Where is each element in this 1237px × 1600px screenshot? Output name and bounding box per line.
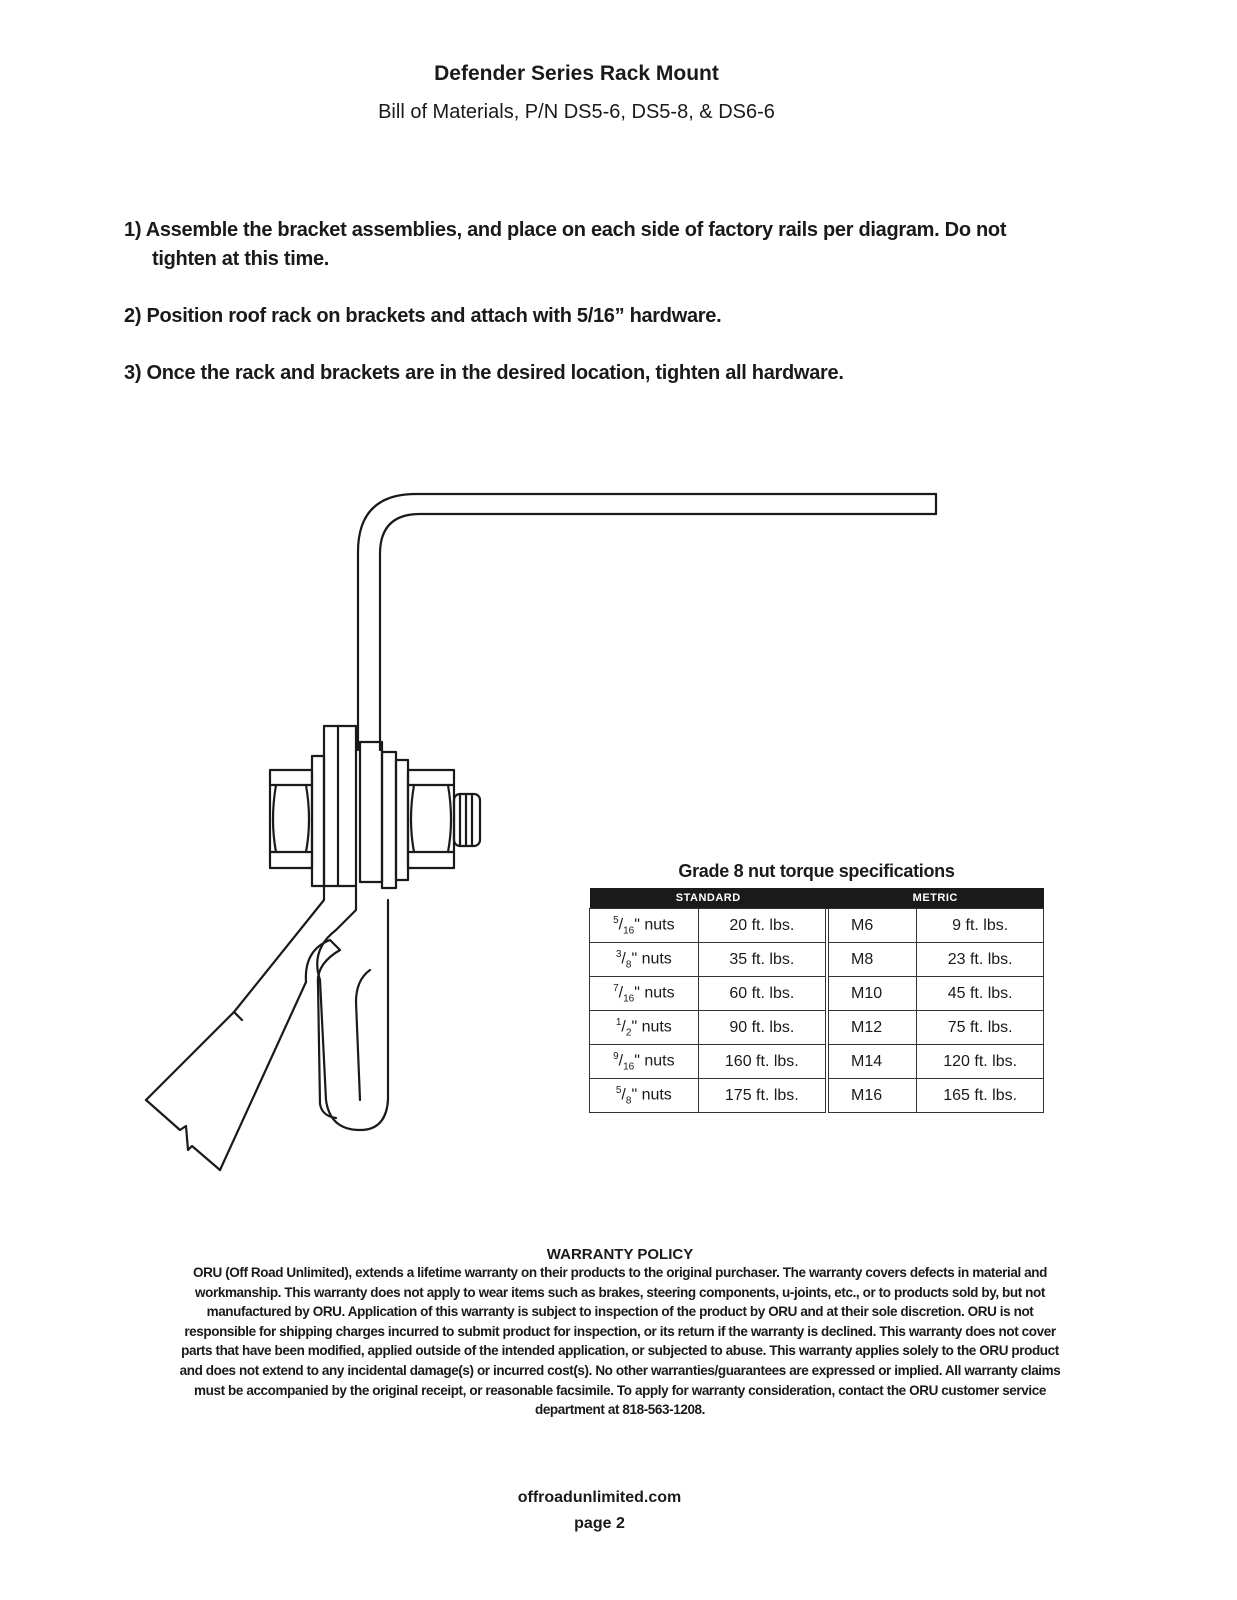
fraction-denominator: 16 — [623, 925, 635, 937]
nut-suffix: " nuts — [631, 950, 672, 968]
page-number: page 2 — [574, 1515, 625, 1532]
metric-torque: 9 ft. lbs. — [917, 909, 1044, 943]
nut-suffix: " nuts — [631, 1018, 672, 1036]
step-number: 1) — [124, 219, 142, 241]
fraction-denominator: 8 — [625, 959, 632, 971]
metric-torque: 165 ft. lbs. — [917, 1079, 1044, 1113]
bracket-lower-leg — [234, 886, 324, 1020]
standard-torque: 90 ft. lbs. — [698, 1011, 827, 1045]
standard-nut-size: $^9/_{16}$" nuts — [590, 1045, 699, 1079]
nut-suffix: " nuts — [631, 1086, 672, 1104]
fraction-numerator: 7 — [613, 982, 619, 994]
metric-size: M14 — [827, 1045, 917, 1079]
fraction-denominator: 16 — [623, 993, 635, 1005]
warranty-line: and does not extend to any incidental damage(s) or incurred cost(s). No other warranties/guarantees are expressed or implied. All warranty claims — [179, 1362, 1061, 1378]
torque-table-caption: Grade 8 nut torque specifications — [678, 861, 955, 881]
standard-torque: 175 ft. lbs. — [698, 1079, 827, 1113]
fraction-numerator: 5 — [615, 1084, 622, 1096]
step-text-continued: tighten at this time. — [152, 248, 330, 270]
warranty-line: department at 818-563-1208. — [534, 1402, 706, 1418]
standard-torque: 60 ft. lbs. — [698, 977, 827, 1011]
torque-table-body — [590, 909, 1044, 1113]
warranty-line: responsible for shipping charges incurred to submit product for inspection, or its return if the warranty is declined. This warranty does not cover — [184, 1323, 1056, 1339]
metric-torque: 45 ft. lbs. — [917, 977, 1044, 1011]
standard-torque: 160 ft. lbs. — [698, 1045, 827, 1079]
nut-suffix: " nuts — [634, 1052, 675, 1070]
fraction-numerator: 3 — [615, 948, 622, 960]
website-url: offroadunlimited.com — [517, 1489, 682, 1506]
torque-row — [590, 943, 1044, 977]
instruction-step-2 — [124, 302, 1084, 331]
warranty-policy — [40, 1246, 1200, 1420]
document-title: Defender Series Rack Mount — [434, 62, 719, 85]
metric-torque: 75 ft. lbs. — [917, 1011, 1044, 1045]
warranty-line: must be accompanied by the original receipt, or reasonable facsimile. To apply for warranty consideration, contact the ORU customer service — [194, 1382, 1046, 1398]
metric-torque: 23 ft. lbs. — [917, 943, 1044, 977]
torque-spec-block — [589, 861, 1044, 1113]
standard-torque: 20 ft. lbs. — [698, 909, 827, 943]
fraction-denominator: 8 — [625, 1095, 632, 1107]
torque-row — [590, 909, 1044, 943]
nut-suffix: " nuts — [634, 916, 675, 934]
step-text: Position roof rack on brackets and attach with 5/16” hardware. — [146, 305, 722, 327]
standard-nut-size: $^5/_8$" nuts — [590, 1079, 699, 1113]
bracket-plate — [324, 726, 356, 886]
standard-nut-size: $^5/_{16}$" nuts — [590, 909, 699, 943]
torque-spec-table — [589, 888, 1044, 1113]
standard-torque: 35 ft. lbs. — [698, 943, 827, 977]
metric-size: M8 — [827, 943, 917, 977]
document-subtitle: Bill of Materials, P/N DS5-6, DS5-8, & DS6-6 — [378, 101, 775, 123]
step-number: 2) — [124, 305, 142, 327]
standard-nut-size: $^7/_{16}$" nuts — [590, 977, 699, 1011]
fraction-numerator: 5 — [613, 914, 619, 926]
metric-size: M12 — [827, 1011, 917, 1045]
instruction-step-1 — [124, 216, 1084, 274]
fraction-denominator: 2 — [625, 1027, 632, 1039]
page-footer — [0, 1485, 1199, 1537]
metric-column-header: METRIC — [827, 888, 1044, 909]
right-washer — [382, 752, 396, 888]
standard-column-header: STANDARD — [590, 888, 827, 909]
warranty-line: manufactured by ORU. Application of this warranty is subject to inspection of the product by ORU and at their sole discretion. ORU is not — [206, 1304, 1034, 1320]
metric-torque: 120 ft. lbs. — [917, 1045, 1044, 1079]
factory-rail — [146, 1012, 234, 1100]
metric-size: M10 — [827, 977, 917, 1011]
metric-size: M16 — [827, 1079, 917, 1113]
warranty-line: workmanship. This warranty does not apply to wear items such as brakes, steering components, u-joints, etc., or to products sold by, but not — [195, 1284, 1045, 1300]
rack-tube — [380, 494, 936, 750]
rack-plate — [360, 742, 382, 882]
instruction-step-3 — [124, 359, 1084, 388]
fraction-numerator: 1 — [615, 1016, 622, 1028]
fraction-numerator: 9 — [613, 1050, 619, 1062]
standard-nut-size: $^3/_8$" nuts — [590, 943, 699, 977]
fraction-denominator: 16 — [623, 1061, 635, 1073]
step-text: Once the rack and brackets are in the desired location, tighten all hardware. — [146, 362, 844, 384]
warranty-line: parts that have been modified, applied outside of the intended application, or subjected to abuse. This warranty applies solely to the ORU product — [181, 1343, 1059, 1359]
standard-nut-size: $^1/_2$" nuts — [590, 1011, 699, 1045]
warranty-heading: WARRANTY POLICY — [546, 1246, 694, 1263]
nut-suffix: " nuts — [634, 984, 675, 1002]
step-text: Assemble the bracket assemblies, and place on each side of factory rails per diagram. Do not — [145, 219, 1007, 241]
torque-row — [590, 1045, 1044, 1079]
warranty-line: ORU (Off Road Unlimited), extends a lifetime warranty on their products to the original purchaser. The warranty covers defects in material and — [193, 1265, 1047, 1280]
rack-tube-inner — [358, 494, 936, 750]
rail-hook — [317, 900, 388, 1130]
step-number: 3) — [124, 362, 142, 384]
instruction-list — [124, 216, 1084, 388]
torque-row — [590, 977, 1044, 1011]
torque-row — [590, 1079, 1044, 1113]
left-washer — [312, 756, 324, 886]
metric-size: M6 — [827, 909, 917, 943]
torque-row — [590, 1011, 1044, 1045]
rail-break-line — [146, 1100, 220, 1170]
